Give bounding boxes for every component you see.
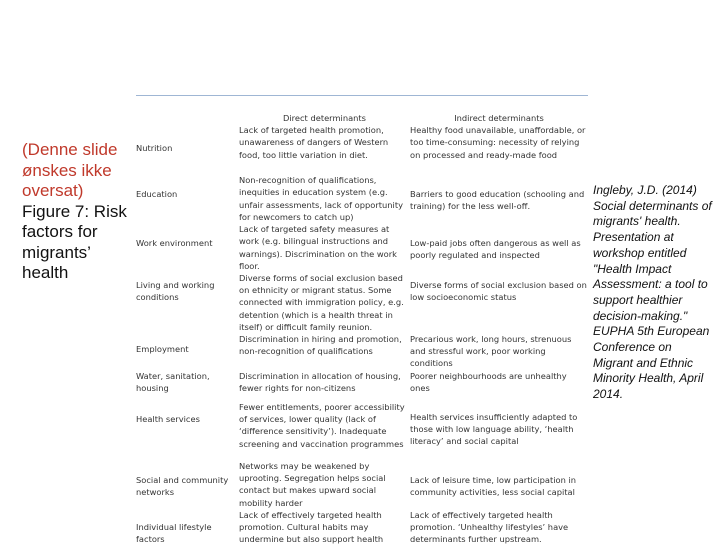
factor-cell: Work environment bbox=[136, 238, 213, 249]
indirect-cell: Poorer neighbourhoods are unhealthy ones bbox=[410, 371, 567, 394]
indirect-cell: Healthy food unavailable, unaffordable, or too time-consuming: necessity of relying on processed and ready-made food bbox=[410, 125, 586, 160]
table-row bbox=[136, 174, 588, 223]
header-factor bbox=[136, 96, 239, 124]
direct-cell: Lack of targeted safety measures at work (e.g. bilingual instructions and warnings). Discrimination on the work floor. bbox=[239, 224, 397, 271]
direct-cell: Lack of targeted health promotion, unawareness of dangers of Western food, too little variation in diet. bbox=[239, 125, 389, 160]
do-not-translate-note: (Denne slide ønskes ikke oversat) bbox=[22, 140, 118, 200]
table-row bbox=[136, 223, 588, 272]
indirect-cell: Precarious work, long hours, strenuous and stressful work, poor working conditions bbox=[410, 334, 572, 369]
direct-cell: Networks may be weakened by uprooting. Segregation helps social contact but makes upward social mobility harder bbox=[239, 461, 386, 508]
factor-cell: Health services bbox=[136, 414, 200, 425]
indirect-cell: Health services insufficiently adapted to those with low language ability, ‘health literacy’ and social capital bbox=[410, 412, 578, 447]
direct-cell: Non-recognition of qualifications, inequities in education system (e.g. unfair assessments, lack of opportunity for newcomers to catch up) bbox=[239, 175, 404, 222]
direct-cell: Diverse forms of social exclusion based on ethnicity or migrant status. Some connected with immigration policy, e.g. detention (which is a health threat in itself) or difficult family reunion. bbox=[239, 273, 404, 332]
direct-cell: Fewer entitlements, poorer accessibility of services, lower quality (lack of ‘difference sensitivity’). Inadequate screening and vaccination programmes bbox=[239, 402, 405, 449]
indirect-cell: Diverse forms of social exclusion based on low socioeconomic status bbox=[410, 280, 587, 303]
factor-cell: Individual lifestyle factors bbox=[136, 522, 212, 545]
factor-cell: Social and community networks bbox=[136, 475, 229, 498]
table-row bbox=[136, 401, 588, 460]
risk-factors-table bbox=[136, 95, 588, 549]
factor-cell: Employment bbox=[136, 344, 189, 355]
figure-caption bbox=[22, 140, 134, 284]
indirect-cell: Low-paid jobs often dangerous as well as poorly regulated and inspected bbox=[410, 238, 581, 261]
direct-cell: Discrimination in allocation of housing, fewer rights for non-citizens bbox=[239, 371, 401, 394]
header-direct: Direct determinants bbox=[282, 113, 367, 123]
direct-cell: Lack of effectively targeted health promotion. Cultural habits may undermine but also support health bbox=[239, 510, 384, 545]
table-row bbox=[136, 509, 588, 549]
table-row bbox=[136, 333, 588, 370]
indirect-cell: Barriers to good education (schooling and training) for the less well-off. bbox=[410, 189, 585, 212]
factor-cell: Water, sanitation, housing bbox=[136, 371, 210, 394]
header-indirect: Indirect determinants bbox=[454, 113, 544, 123]
factor-cell: Living and working conditions bbox=[136, 280, 215, 303]
table-row bbox=[136, 124, 588, 174]
table-row bbox=[136, 272, 588, 333]
indirect-cell: Lack of effectively targeted health promotion. ‘Unhealthy lifestyles’ have determinants further upstream. bbox=[410, 510, 569, 545]
table-row bbox=[136, 460, 588, 509]
factor-cell: Education bbox=[136, 189, 178, 200]
factor-cell: Nutrition bbox=[136, 143, 173, 154]
table-row bbox=[136, 370, 588, 401]
indirect-cell: Lack of leisure time, low participation in community activities, less social capital bbox=[410, 475, 577, 498]
direct-cell: Discrimination in hiring and promotion, non-recognition of qualifications bbox=[239, 334, 402, 357]
source-reference: Ingleby, J.D. (2014) Social determinants of migrants' health. Presentation at workshop entitled "Health Impact Assessment: a tool to support healthier decision-making." EUPHA 5th European Conference on Migrant and Ethnic Minority Health, April 2014. bbox=[593, 183, 712, 402]
figure-title: Figure 7: Risk factors for migrants’ health bbox=[22, 201, 127, 282]
